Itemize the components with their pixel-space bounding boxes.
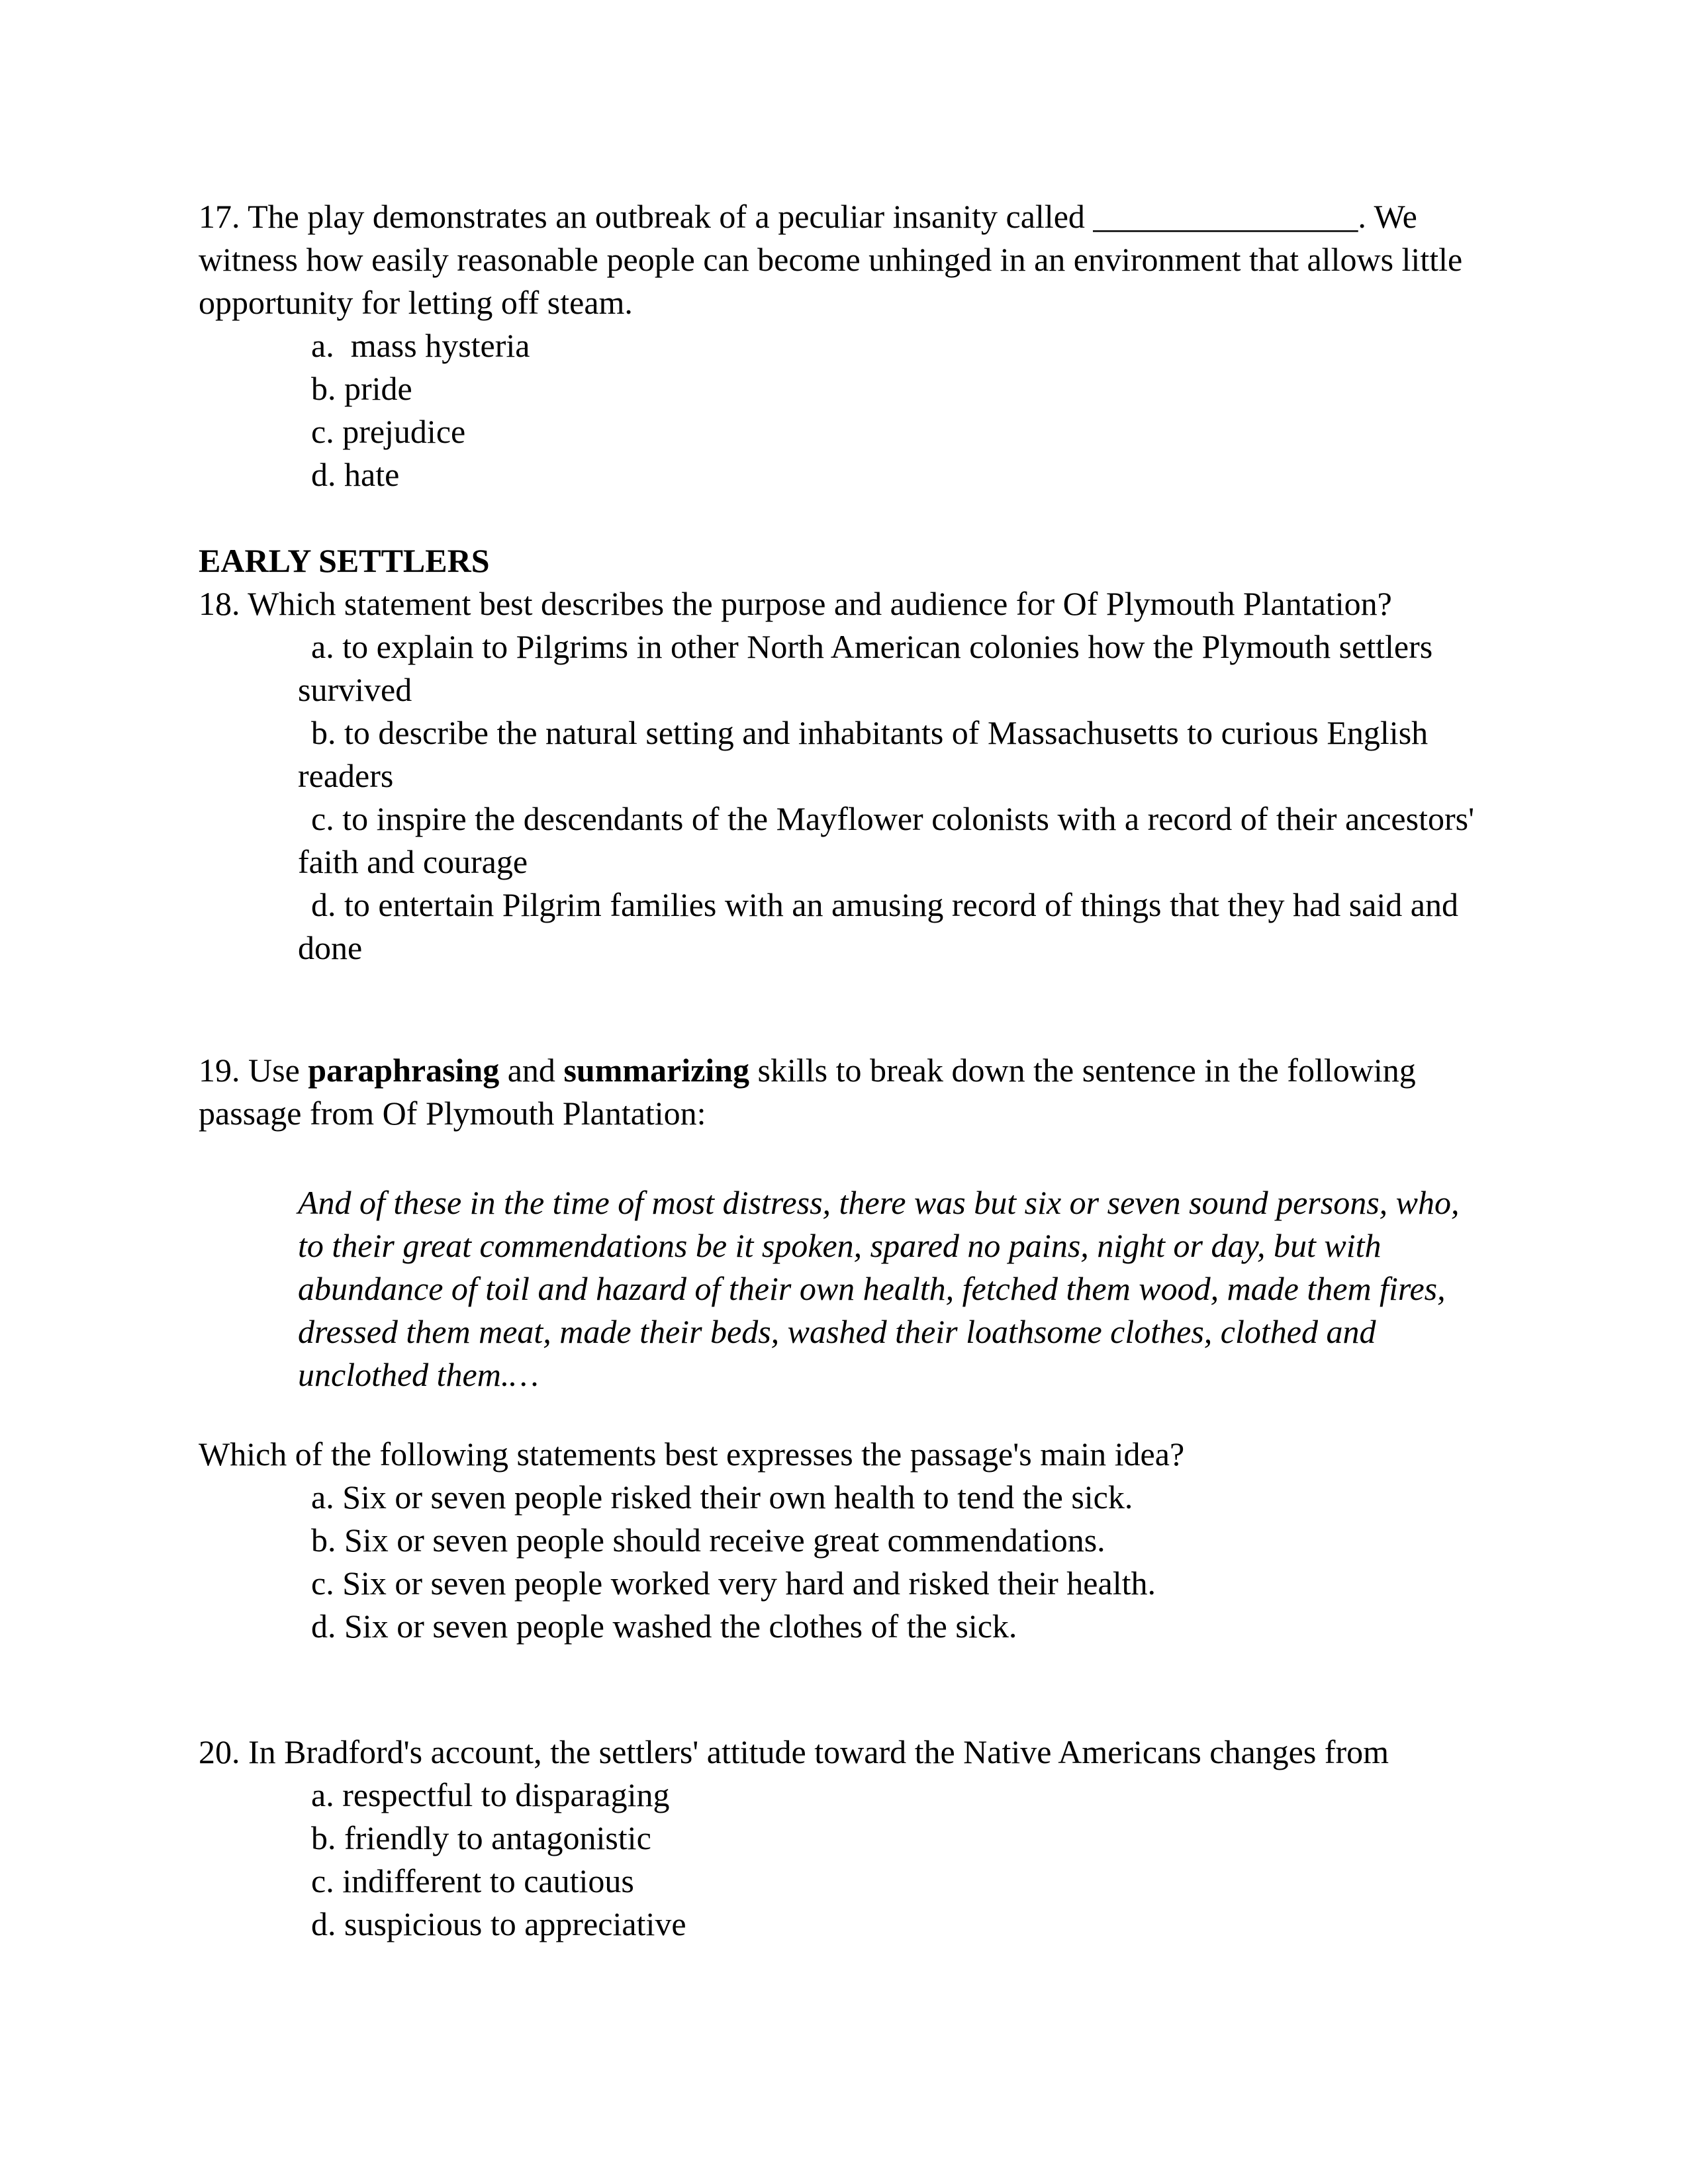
question-17-options <box>199 324 1489 496</box>
question-20-option-c: c. indifferent to cautious <box>311 1862 634 1899</box>
question-18-option-c: c. to inspire the descendants of the Mayflower colonists with a record of their ancestors' faith and courage <box>298 800 1483 880</box>
question-19-intro-suffix: skills to break down the sentence in the following passage from Of Plymouth Plantation: <box>199 1052 1416 1132</box>
question-18-option-a: a. to explain to Pilgrims in other North American colonies how the Plymouth settlers survived <box>298 628 1441 708</box>
question-20 <box>199 1731 1489 1946</box>
question-18 <box>199 582 1489 970</box>
question-18-options <box>199 625 1489 970</box>
question-17-option-a: a. mass hysteria <box>311 327 530 364</box>
question-19-intro <box>199 1049 1489 1135</box>
question-17-option-b: b. pride <box>311 370 412 407</box>
question-20-options <box>199 1774 1489 1946</box>
question-20-text: 20. In Bradford's account, the settlers' attitude toward the Native Americans changes from <box>199 1733 1389 1770</box>
section-heading: EARLY SETTLERS <box>199 542 490 579</box>
question-19-bold-summarizing: summarizing <box>563 1052 749 1089</box>
question-19-intro-mid: and <box>499 1052 564 1089</box>
question-19-option-a: a. Six or seven people risked their own health to tend the sick. <box>311 1479 1133 1516</box>
question-17 <box>199 195 1489 496</box>
question-19-quote: And of these in the time of most distress, there was but six or seven sound persons, who, to their great commendations be it spoken, spared no pains, night or day, but with abundance of toil and hazard of their own health, fetched them wood, made them fires, dressed them meat, made their beds, washed their loathsome clothes, clothed and unclothed them.… <box>298 1184 1460 1393</box>
question-17-text: 17. The play demonstrates an outbreak of a peculiar insanity called ________________. We witness how easily reasonable people can become unhinged in an environment that allows little opportunity for letting off steam. <box>199 198 1463 321</box>
question-17-option-d: d. hate <box>311 456 400 493</box>
question-19-option-d: d. Six or seven people washed the clothes of the sick. <box>311 1608 1017 1645</box>
question-19-question: Which of the following statements best expresses the passage's main idea? <box>199 1435 1185 1473</box>
question-20-option-d: d. suspicious to appreciative <box>311 1905 686 1942</box>
question-20-option-a: a. respectful to disparaging <box>311 1776 670 1813</box>
question-20-option-b: b. friendly to antagonistic <box>311 1819 651 1856</box>
question-17-option-c: c. prejudice <box>311 413 466 450</box>
question-19-bold-paraphrasing: paraphrasing <box>308 1052 500 1089</box>
question-18-option-b: b. to describe the natural setting and inhabitants of Massachusetts to curious English readers <box>298 714 1436 794</box>
question-18-text: 18. Which statement best describes the purpose and audience for Of Plymouth Plantation? <box>199 585 1392 622</box>
question-19-intro-prefix: 19. Use <box>199 1052 308 1089</box>
question-19-option-b: b. Six or seven people should receive great commendations. <box>311 1522 1105 1559</box>
question-19-options <box>199 1476 1489 1648</box>
question-19 <box>199 1049 1489 1648</box>
question-18-option-d: d. to entertain Pilgrim families with an amusing record of things that they had said and done <box>298 886 1467 966</box>
question-19-option-c: c. Six or seven people worked very hard and risked their health. <box>311 1565 1156 1602</box>
